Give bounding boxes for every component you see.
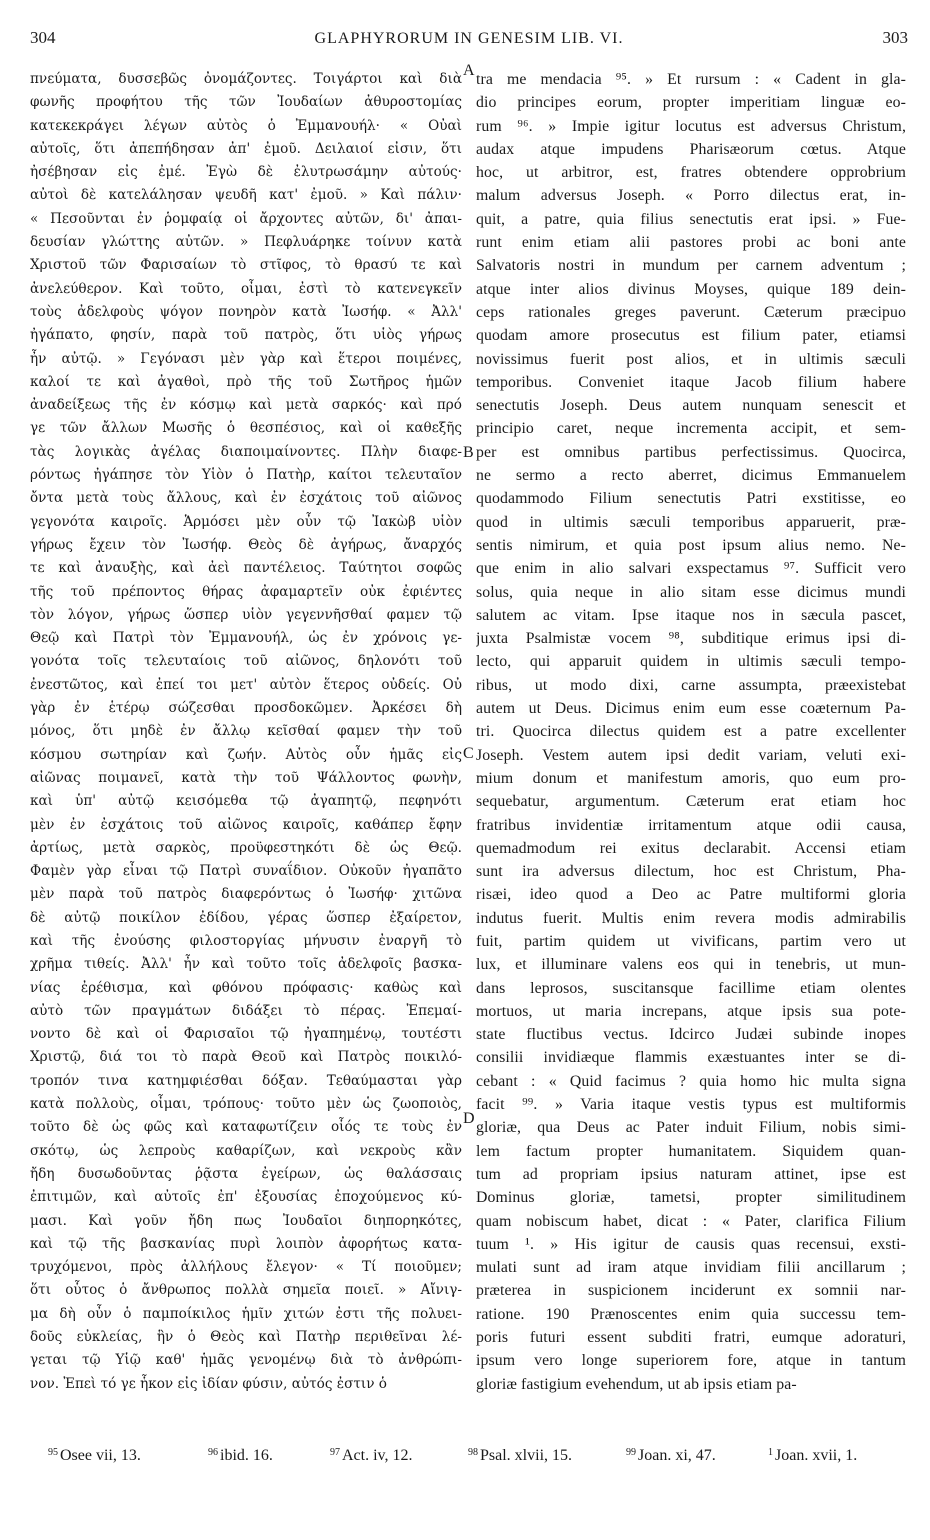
text-line: cebant : « Quid facimus ? quia homo hic multa signa <box>476 1072 906 1090</box>
text-line: γε τῶν ἄλλων Μωσῆς ὁ θεσπέσιος, καὶ οἱ καθεξῆς <box>30 420 462 437</box>
text-line: φωνῆς προφήτου τῆς τῶν Ἰουδαίων ἀθυροστομίας <box>30 94 462 111</box>
text-line: indutus fuerit. Multis enim revera modis admirabilis <box>476 909 906 927</box>
running-title: GLAPHYRORUM IN GENESIM LIB. VI. <box>314 30 624 47</box>
text-line: ἀρτίως, μετὰ σαρκὸς, προϋφεστηκότι δὲ ὡς Θεῷ. <box>30 839 462 856</box>
text-line: τοὺς ἀδελφοὺς ψόγον πονηρὸν κατὰ Ἰωσήφ. « Ἀλλ' <box>30 303 462 320</box>
text-line: juxta Psalmistæ vocem ⁹⁸, subditique erimus ipsi di- <box>476 630 906 648</box>
text-line: τροπόν τινα κατημφιέσθαι δόξαν. Τεθαύμασται γὰρ <box>30 1072 462 1089</box>
text-line: ceps rationales greges paverunt. Cæterum præcipuo <box>476 303 906 321</box>
text-line: consilii invidiæque flammis exæstuantes inter se di- <box>476 1049 906 1067</box>
text-line: χρῆμα τιθείς. Ἀλλ' ἦν καὶ τοῦτο τοῖς ἀδελφοῖς βασκα- <box>30 956 462 973</box>
text-line: sequebatur, argumentum. Cæterum erat etiam hoc <box>476 793 906 811</box>
text-line: mium donum et manifestum amoris, quo eum pro- <box>476 769 906 787</box>
footnote: $^{98}$ Psal. xlvii, 15. <box>468 1447 573 1464</box>
text-line: μὲν παρὰ τοῦ πατρὸς διαφερόντως ὁ Ἰωσήφ· χιτῶνα <box>30 886 462 903</box>
text-line: tum ad propriam ipsius naturam attinet, ipse est <box>476 1165 906 1183</box>
text-line: αὐτὸ τῶν πραγμάτων διδάξει τὸ πέρας. Ἐπεμαί- <box>30 1002 462 1019</box>
text-line: quodammodo Filium senectutis Patri exstitisse, eo <box>476 490 906 508</box>
text-line: ὅτι οὗτος ὁ ἄνθρωπος πολλὰ σημεῖα ποιεῖ. » Αἴνιγ- <box>30 1282 462 1299</box>
text-line: αὐτοῖς, ὅτι ἀπεπήδησαν ἀπ' ἐμοῦ. Δειλαιοί εἰσιν, ὅτι <box>30 140 462 157</box>
text-line: ἠσέβησαν εἰς ἐμέ. Ἐγὼ δὲ ἐλυτρωσάμην αὐτούς· <box>30 164 462 181</box>
footnote: $^{99}$ Joan. xi, 47. <box>626 1447 716 1464</box>
text-line: δευσίαν γλώττης αὐτῶν. » Πεφλυάρηκε τοίνυν κατὰ <box>30 234 462 251</box>
footnote: $^{97}$ Act. iv, 12. <box>330 1447 413 1464</box>
latin-text-column <box>476 68 906 1396</box>
margin-marker-b: B <box>463 444 474 461</box>
text-line: γήρως ἔχειν τὸν Ἰωσήφ. Θεὸς δὲ ἀγήρως, ἄναρχός <box>30 536 462 553</box>
text-line: γὰρ ἐν ἑτέρῳ σώζεσθαι προσδοκῶμεν. Ἀρκέσει δὴ <box>30 700 462 717</box>
footnote: $^{95}$ Osee vii, 13. <box>48 1447 141 1464</box>
text-line: γεται τῷ Υἱῷ καθ' ἡμᾶς γενομένῳ διὰ τὸ ἀνθρώπι- <box>30 1352 462 1369</box>
text-line: τὰς λογικὰς ἀγέλας διαποιμαίνοντες. Πλὴν διαφε- <box>30 443 462 460</box>
text-line: ἤδη δυσωδοῦντας ῥᾷστα ἐγείρων, ὡς θαλάσσαις <box>30 1165 462 1182</box>
greek-text-column <box>30 68 462 1396</box>
text-line: σκότῳ, ὡς λεπροὺς καθαρίζων, καὶ νεκροὺς κἂν <box>30 1142 462 1159</box>
text-line: præterea in suspicionem inciderunt ex somnii nar- <box>476 1282 906 1300</box>
text-line: ἠγάπατο, φησίν, παρὰ τοῦ πατρὸς, ὅτι υἱὸς γήρως <box>30 327 462 344</box>
text-line: ὄντα μετὰ τοὺς ἄλλους, καὶ ἐν ἐσχάτοις τοῦ αἰῶνος <box>30 490 462 507</box>
text-line: runt enim etiam alii pastores probi ac boni ante <box>476 234 906 252</box>
text-line: καὶ τῆς ἐνούσης φιλοστοργίας μήνυσιν ἐναργῆ τὸ <box>30 932 462 949</box>
text-line: quemadmodum rei exitus declarabit. Accensi etiam <box>476 839 906 857</box>
text-line: ipsum vero longe superiorem fore, atque in tantum <box>476 1352 906 1370</box>
text-line: facit ⁹⁹. » Varia itaque vestis typus est multiformis <box>476 1096 906 1114</box>
text-line: dans leprosos, suscitansque facillime etiam olentes <box>476 979 906 997</box>
text-line: γονότα τοῖς τελευταίοις τοῦ αἰῶνος, δηλονότι τοῦ <box>30 653 462 670</box>
footnote: $^1$ Joan. xvii, 1. <box>768 1447 858 1464</box>
text-line: fuit, partim quidem ut vivificans, partim vero ut <box>476 932 906 950</box>
text-line: Dominus gloriæ, tametsi, propter similitudinem <box>476 1189 906 1207</box>
text-line: atque inter alios divinus Moyses, quique 189 dein- <box>476 280 906 298</box>
text-line: sentis nimirum, et quia post ipsum alius nemo. Ne- <box>476 536 906 554</box>
text-line: Φαμὲν γὰρ εἶναι τῷ Πατρὶ συναΐδιον. Οὐκοῦν ἠγαπᾶτο <box>30 863 462 880</box>
text-line: quodam amore prosecutus est filium pater, etiamsi <box>476 327 906 345</box>
text-line: poris futuri essent subditi fratri, eumque adoraturi, <box>476 1329 906 1347</box>
text-line: lem factum propter humanitatem. Siquidem quan- <box>476 1142 906 1160</box>
running-header <box>30 28 908 54</box>
footnotes <box>48 1447 900 1473</box>
text-line: ratione. 190 Prænoscentes enim quia successu tem- <box>476 1305 906 1323</box>
text-line: lecto, qui apparuit quidem in ultimis sæculi tempo- <box>476 653 906 671</box>
text-line: mortuos, ut maria increpans, atque ipsis sua pote- <box>476 1002 906 1020</box>
text-line: autem ut Deus. Dicimus enim eum esse coæternum Pa- <box>476 700 906 718</box>
text-line: ἦν αὐτῷ. » Γεγόνασι μὲν γὰρ καὶ ἕτεροι ποιμένες, <box>30 350 462 367</box>
text-line: μόνος, ὅτι μηδὲ ἐν ἄλλῳ κεῖσθαί φαμεν τὴν τοῦ <box>30 723 462 740</box>
text-line: τὸν λόγον, γήρως ὥσπερ υἱὸν γεγεννῆσθαί φαμεν τῷ <box>30 606 462 623</box>
text-line: καὶ τῷ τῆς βασκανίας πυρὶ λοιπὸν ἀφορήτως κατα- <box>30 1235 462 1252</box>
text-line: καλοί τε καὶ ἀγαθοὶ, πρὸ τῆς τοῦ Σωτῆρος ἡμῶν <box>30 373 462 390</box>
text-line: μασι. Καὶ γοῦν ἤδη πως Ἰουδαῖοι διηπορηκότες, <box>30 1212 462 1229</box>
text-line: gloriæ fastigium evehendum, ut ab ipsis etiam pa- <box>476 1375 797 1393</box>
text-line: rum ⁹⁶. » Impie igitur locutus est adversus Christum, <box>476 117 906 135</box>
text-line: αἰῶνας ποιμανεῖ, κατὰ τὴν τοῦ Ψάλλοντος φωνὴν, <box>30 769 462 786</box>
text-line: mulati sunt ad iram atque invidiam filii ancillarum ; <box>476 1259 906 1277</box>
margin-marker-d: D <box>463 1110 475 1127</box>
text-line: κατὰ πολλοὺς, οἶμαι, τρόπους· τοῦτο μὲν ὡς ζωοποιὸς, <box>30 1096 462 1113</box>
text-line: quit, a patre, quia filius senectutis erat ipsi. » Fue- <box>476 210 906 228</box>
text-line: audax atque impudens Pharisæorum cœtus. Atque <box>476 140 906 158</box>
text-line: lux, et illuminare valens eos qui in tenebris, ut mun- <box>476 956 906 974</box>
text-line: μὲν ἐν ἐσχάτοις τοῦ αἰῶνος καιροῖς, καθάπερ ἔφην <box>30 816 462 833</box>
text-line: ἐπιτιμῶν, καὶ αὐτοῖς ἐπ' ἐξουσίας ἐποχούμενος κύ- <box>30 1189 462 1206</box>
text-line: sunt ira adversus dilectum, hoc est Christum, Pha- <box>476 863 906 881</box>
text-line: δοῦς εὐκλείας, ἣν ὁ Θεὸς καὶ Πατὴρ περιθεῖναι λέ- <box>30 1329 462 1346</box>
text-line: νίας ἐρέθισμα, καὶ φθόνου πρόφασις· καθὼς καὶ <box>30 979 462 996</box>
text-line: ribus, ut modo dixi, carne assumpta, præexistebat <box>476 676 906 694</box>
text-line: Salvatoris nostri in mundum per carnem adventum ; <box>476 257 906 275</box>
text-line: principio caret, neque incrementa accipit, et sem- <box>476 420 906 438</box>
text-line: fratribus invidentiæ irritamentum atque odii causa, <box>476 816 906 834</box>
text-line: solus, quia neque in alio sitam esse dicimus mundi <box>476 583 906 601</box>
page-number-right: 303 <box>882 28 908 47</box>
margin-marker-c: C <box>463 745 474 762</box>
text-line: μα δὴ οὖν ὁ παμποίκιλος ἡμῖν χιτών ἐστι τῆς πολυει- <box>30 1305 462 1322</box>
text-line: ne sermo a recto aberret, dicimus Emmanuelem <box>476 467 906 485</box>
text-line: « Πεσοῦνται ἐν ῥομφαίᾳ οἱ ἄρχοντες αὐτῶν, δι' ἀπαι- <box>30 210 462 227</box>
text-line: τε καὶ ἀναυξὴς, καὶ ἀεὶ παντέλειος. Ταύτητοι σοφῶς <box>30 560 462 577</box>
text-line: hoc, ut arbitror, est, fratres obtendere opprobrium <box>476 164 906 182</box>
margin-marker-a: A <box>463 62 475 79</box>
text-line: ρόντως ἠγάπησε τὸν Υἱὸν ὁ Πατὴρ, καίτοι τελευταῖον <box>30 467 462 484</box>
text-line: πνεύματα, δυσσεβῶς ὀνομάζοντες. Τοιγάρτοι καὶ διὰ <box>30 71 462 87</box>
text-line: δὲ αὐτῷ ποικίλον ἐδίδου, γέρας ὥσπερ ἐξαίρετον, <box>30 909 462 926</box>
text-line: quod in ultimis sæculi temporibus apparuerit, præ- <box>476 513 906 531</box>
text-line: τῆς τοῦ πρέποντος θήρας ἀφαμαρτεῖν οὐκ ἐφιέντες <box>30 583 462 600</box>
text-line: novissimus fuerit post alios, et in ultimis sæculi <box>476 350 906 368</box>
text-line: que enim in alio salvari exspectamus ⁹⁷. Sufficit vero <box>476 560 906 578</box>
text-line: ἀνελεύθερον. Καὶ τοῦτο, οἶμαι, ἐστὶ τὸ κατενεγκεῖν <box>30 280 462 297</box>
text-line: Joseph. Vestem autem ipsi dedit variam, veluti exi- <box>476 746 906 764</box>
text-line: Χριστῷ, διά τοι τὸ παρὰ Θεοῦ καὶ Πατρὸς ποικιλό- <box>30 1049 462 1066</box>
text-line: tra me mendacia ⁹⁵. » Et rursum : « Cadent in gla- <box>476 71 906 88</box>
text-line: per est omnibus partibus perfectissimus. Quocirca, <box>476 443 906 461</box>
text-line: Θεῷ καὶ Πατρὶ τὸν Ἐμμανουήλ, ὡς ἐν χρόνοις γε- <box>30 630 462 647</box>
text-line: νον. Ἐπεὶ τό γε ἧκον εἰς ἰδίαν φύσιν, αὐτός ἐστιν ὁ <box>30 1375 387 1392</box>
text-line: ἐνεστῶτος, καὶ ἐπεί τοι μετ' αὐτὸν ἕτερος οὐδείς. Οὐ <box>30 676 462 693</box>
footnote: $^{96}$ ibid. 16. <box>208 1447 273 1464</box>
text-line: senectutis Joseph. Deus autem nunquam senescit et <box>476 397 906 415</box>
text-line: tri. Quocirca dilectus quidem est a patre excellenter <box>476 723 906 741</box>
text-line: dio principes eorum, propter imperitiam linguæ eo- <box>476 94 906 112</box>
text-line: Χριστοῦ τῶν Φαρισαίων τὸ στῖφος, τὸ θρασύ τε καὶ <box>30 257 462 274</box>
text-line: temporibus. Conveniet itaque Jacob filium habere <box>476 373 906 391</box>
page-number-left: 304 <box>30 28 56 47</box>
text-line: tuum ¹. » His igitur de causis quas recensui, exsti- <box>476 1235 906 1253</box>
text-line: quam nobiscum habet, dicat : « Pater, clarifica Filium <box>476 1212 906 1230</box>
text-line: malum adversus Joseph. « Porro dilectus erat, in- <box>476 187 906 205</box>
text-line: τρυχόμενοι, πρὸς ἀλλήλους ἔλεγον· « Τί ποιοῦμεν; <box>30 1259 462 1276</box>
text-line: salutem ac vitam. Ipse itaque nos in sæcula pascet, <box>476 606 906 624</box>
text-line: κόσμου σωτηρίαν καὶ ζωήν. Αὐτὸς οὖν ἡμᾶς εἰς <box>30 746 462 763</box>
text-line: ἀναδείξεως τῆς ἐν κόσμῳ καὶ μετὰ σαρκός· καὶ πρό <box>30 397 462 414</box>
text-line: risæi, ideo quod a Deo ac Patre multiformi gloria <box>476 886 906 904</box>
text-line: gloriæ, qua Deus ac Pater induit Filium, nobis simi- <box>476 1119 906 1137</box>
text-line: κατεκεκράγει λέγων αὐτὸς ὁ Ἐμμανουήλ· « Οὐαὶ <box>30 117 462 134</box>
text-line: γεγονότα καιροῖς. Ἁρμόσει μὲν οὖν τῷ Ἰακὼβ υἱὸν <box>30 513 462 530</box>
text-line: state fluctibus vectus. Idcirco Judæi subinde inopes <box>476 1026 906 1044</box>
text-line: αὐτοὶ δὲ κατελάλησαν ψευδῆ κατ' ἐμοῦ. » Καὶ πάλιν· <box>30 187 462 204</box>
text-line: καὶ ὑπ' αὐτῷ κεισόμεθα τῷ ἀγαπητῷ, πεφηνότι <box>30 793 462 810</box>
text-line: νοντο δὲ καὶ οἱ Φαρισαῖοι τῷ ἠγαπημένῳ, τουτέστι <box>30 1026 462 1043</box>
text-line: τοῦτο δὲ ὡς φῶς καὶ καταφωτίζειν οἷός τε τοὺς ἐν <box>30 1119 462 1136</box>
